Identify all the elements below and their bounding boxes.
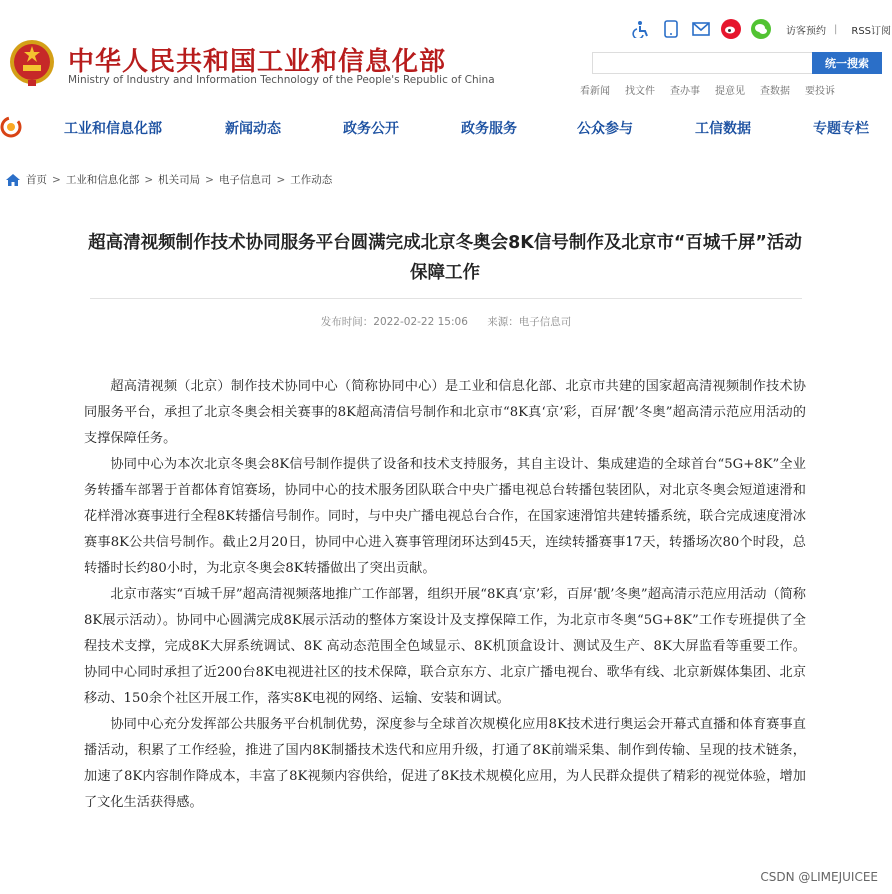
home-icon[interactable] [6, 174, 20, 186]
article-source: 来源：电子信息司 [487, 316, 572, 328]
mobile-phone-icon[interactable] [660, 18, 682, 40]
miit-logo-icon [0, 116, 22, 138]
weibo-icon[interactable] [720, 18, 742, 40]
article-paragraph: 超高清视频（北京）制作技术协同中心（简称协同中心）是工业和信息化部、北京市共建的国家超高清视频制作技术协同服务平台，承担了北京冬奥会相关赛事的8K超高清信号制作和北京市“8K真‘京’彩，百屏‘靓’冬奥”超高清示范应用活动的支撑保障任务。 [84, 379, 806, 446]
article-paragraph: 协同中心为本次北京冬奥会8K信号制作提供了设备和技术支持服务，其自主设计、集成建造的全球首台“5G+8K”全业务转播车部署于首都体育馆赛场，协同中心的技术服务团队联合中央广播电视总台转播包装团队，对北京冬奥会短道速滑和花样滑冰赛事进行全程8K转播信号制作。同时，与中央广播电视总台合作，在国家速滑馆共建转播系统，联合完成速度滑冰赛事8K公共信号制作。截止2月20日，协同中心进入赛事管理闭环达到45天，连续转播赛事17天，转播场次80个时段，总转播时长约80小时，为北京冬奥会8K转播做出了突出贡献。 [84, 457, 806, 576]
article-meta [0, 314, 892, 329]
quick-link-files[interactable]: 找文件 [625, 86, 655, 97]
quick-link-services[interactable]: 查办事 [670, 86, 700, 97]
nav-item-gov-info[interactable]: 政务公开 [343, 121, 399, 137]
breadcrumb-arrow: > [205, 173, 214, 186]
csdn-watermark: CSDN @LIMEJUICEE [760, 870, 878, 884]
breadcrumb-arrow: > [276, 173, 286, 186]
breadcrumb-electronics[interactable]: 电子信息司 [218, 174, 272, 186]
breadcrumb [6, 172, 332, 187]
quick-link-data[interactable]: 查数据 [760, 86, 790, 97]
quick-link-complaint[interactable]: 要投诉 [805, 86, 835, 97]
breadcrumb-work-news[interactable]: 工作动态 [290, 174, 333, 186]
nav-item-gov-service[interactable]: 政务服务 [461, 121, 517, 137]
nav-item-ministry[interactable]: 工业和信息化部 [64, 121, 162, 137]
title-divider [90, 298, 802, 299]
article-title: 超高清视频制作技术协同服务平台圆满完成北京冬奥会8K信号制作及北京市“百城千屏”活动保障工作 [88, 233, 802, 283]
nav-item-topics[interactable]: 专题专栏 [813, 121, 869, 137]
article-paragraph: 北京市落实“百城千屏”超高清视频落地推广工作部署，组织开展“8K真‘京’彩，百屏‘靓’冬奥”超高清示范应用活动（简称8K展示活动）。协同中心圆满完成8K展示活动的整体方案设计及支撑保障工作，为北京市冬奥“5G+8K”工作专班提供了全程技术支撑，完成8K大屏系统调试、8K 高动态范围全色域显示、8K机顶盒设计、测试及生产、8K大屏监看等重要工作。协同中心同时承担了近200台8K电视进社区的技术保障，联合京东方、北京广播电视台、歌华有线、北京新媒体集团、北京移动、150余个社区开展工作，落实8K电视的网络、运输、安装和调试。 [84, 587, 806, 706]
quick-link-news[interactable]: 看新闻 [580, 86, 610, 97]
mail-icon[interactable] [690, 18, 712, 40]
top-utility-bar [630, 16, 891, 42]
national-emblem-icon [8, 38, 56, 88]
site-header [0, 0, 892, 108]
nav-item-news[interactable]: 新闻动态 [225, 121, 281, 137]
wechat-icon[interactable] [750, 18, 772, 40]
breadcrumb-ministry[interactable]: 工业和信息化部 [65, 174, 140, 186]
article-paragraph: 协同中心充分发挥部公共服务平台机制优势，深度参与全球首次规模化应用8K技术进行奥运会开幕式直播和体育赛事直播活动，积累了工作经验，推进了国内8K制播技术迭代和应用升级，打通了8K前端采集、制作到传输、呈现的技术链条，加速了8K内容制作降成本，丰富了8K视频内容供给，促进了8K技术规模化应用，为人民群众提供了精彩的视觉体验，增加了文化生活获得感。 [84, 717, 806, 810]
separator: | [834, 23, 838, 35]
rss-link[interactable]: RSS订阅 [851, 25, 892, 37]
site-subtitle: Ministry of Industry and Information Technology of the People's Republic of China [68, 74, 495, 86]
breadcrumb-arrow: > [144, 173, 154, 186]
breadcrumb-home[interactable]: 首页 [26, 174, 47, 186]
accessibility-icon[interactable] [630, 18, 652, 40]
quick-links [580, 82, 850, 97]
search-button[interactable]: 统一搜索 [812, 52, 882, 74]
site-title[interactable]: 中华人民共和国工业和信息化部 [68, 47, 447, 77]
nav-item-data[interactable]: 工信数据 [695, 121, 751, 137]
publish-time: 发布时间：2022-02-22 15:06 [320, 316, 468, 328]
breadcrumb-departments[interactable]: 机关司局 [158, 174, 201, 186]
visitor-booking-link[interactable]: 访客预约 [786, 25, 826, 37]
search-input[interactable] [592, 52, 812, 74]
main-nav [0, 108, 892, 148]
quick-link-feedback[interactable]: 提意见 [715, 86, 745, 97]
nav-item-public[interactable]: 公众参与 [577, 121, 633, 137]
article-body [84, 374, 806, 816]
breadcrumb-arrow: > [52, 173, 61, 186]
